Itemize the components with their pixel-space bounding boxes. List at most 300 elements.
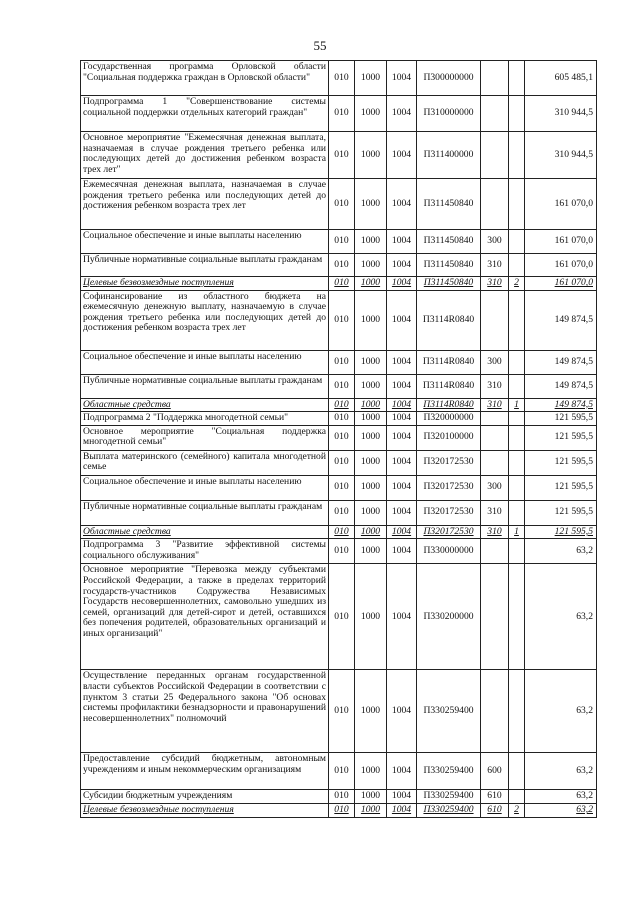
admin-code xyxy=(329,803,355,817)
funding-source xyxy=(509,564,525,670)
section-code xyxy=(355,230,387,254)
target-article xyxy=(417,254,481,277)
amount xyxy=(525,500,597,525)
target-article xyxy=(417,753,481,790)
row-name xyxy=(81,670,329,753)
row-name xyxy=(81,230,329,254)
admin-code-text: 010 xyxy=(334,313,349,325)
target-article-text: П311450840 xyxy=(423,235,474,247)
row-name xyxy=(81,290,329,350)
section-code xyxy=(355,500,387,525)
row-name xyxy=(81,350,329,374)
amount xyxy=(525,374,597,398)
amount xyxy=(525,290,597,350)
target-article-text: П3114R0840 xyxy=(422,313,475,325)
expense-type xyxy=(481,179,509,230)
target-article xyxy=(417,290,481,350)
target-article-text: П320172530 xyxy=(423,525,474,537)
subsection-code-text: 1004 xyxy=(391,107,412,119)
admin-code-text: 010 xyxy=(334,355,349,367)
table-row xyxy=(81,374,597,398)
section-code-text: 1000 xyxy=(360,431,381,443)
amount-text: 63,2 xyxy=(576,765,593,777)
row-name xyxy=(81,564,329,670)
row-name-text: Областные средства xyxy=(83,525,171,537)
funding-source xyxy=(509,539,525,564)
table-row xyxy=(81,132,597,179)
admin-code-text: 010 xyxy=(334,107,349,119)
admin-code xyxy=(329,412,355,426)
subsection-code xyxy=(387,374,417,398)
target-article-text: П320172530 xyxy=(423,506,474,518)
expense-type xyxy=(481,350,509,374)
amount-text: 63,2 xyxy=(576,790,593,802)
funding-source-text: 1 xyxy=(514,525,519,537)
target-article-text: П330259400 xyxy=(423,765,474,777)
section-code xyxy=(355,254,387,277)
section-code xyxy=(355,790,387,804)
subsection-code-text: 1004 xyxy=(391,506,412,518)
expense-type xyxy=(481,230,509,254)
table-body xyxy=(81,61,597,818)
subsection-code-text: 1004 xyxy=(391,235,412,247)
target-article xyxy=(417,450,481,475)
expense-type xyxy=(481,254,509,277)
target-article xyxy=(417,525,481,539)
target-article xyxy=(417,398,481,412)
subsection-code-text: 1004 xyxy=(391,765,412,777)
section-code-text: 1000 xyxy=(360,355,381,367)
target-article-text: П300000000 xyxy=(423,71,474,83)
row-name xyxy=(81,96,329,132)
section-code xyxy=(355,277,387,291)
section-code xyxy=(355,475,387,500)
table-row xyxy=(81,539,597,564)
target-article xyxy=(417,803,481,817)
subsection-code-text: 1004 xyxy=(391,803,412,815)
amount-text: 161 070,0 xyxy=(554,235,593,247)
row-name-text: Основное мероприятие "Социальная поддержка многодетной семьи" xyxy=(83,425,326,448)
table-row xyxy=(81,425,597,450)
target-article-text: П3114R0840 xyxy=(422,379,475,391)
target-article xyxy=(417,539,481,564)
row-name xyxy=(81,132,329,179)
funding-source xyxy=(509,132,525,179)
target-article xyxy=(417,132,481,179)
amount xyxy=(525,803,597,817)
subsection-code-text: 1004 xyxy=(391,525,412,537)
target-article xyxy=(417,475,481,500)
admin-code xyxy=(329,670,355,753)
subsection-code-text: 1004 xyxy=(391,197,412,209)
table-row xyxy=(81,350,597,374)
target-article xyxy=(417,564,481,670)
row-name xyxy=(81,450,329,475)
expense-type xyxy=(481,290,509,350)
subsection-code-text: 1004 xyxy=(391,431,412,443)
target-article xyxy=(417,670,481,753)
section-code-text: 1000 xyxy=(360,412,381,424)
row-name xyxy=(81,790,329,804)
row-name xyxy=(81,525,329,539)
expense-type-text: 300 xyxy=(487,481,502,493)
section-code-text: 1000 xyxy=(360,148,381,160)
funding-source xyxy=(509,500,525,525)
funding-source xyxy=(509,803,525,817)
table-row xyxy=(81,412,597,426)
section-code-text: 1000 xyxy=(360,379,381,391)
row-name-text: Подпрограмма 2 "Поддержка многодетной семьи" xyxy=(83,412,289,424)
subsection-code xyxy=(387,753,417,790)
admin-code-text: 010 xyxy=(334,790,349,802)
amount-text: 149 874,5 xyxy=(554,398,593,410)
section-code-text: 1000 xyxy=(360,506,381,518)
expense-type-text: 300 xyxy=(487,355,502,367)
row-name-text: Осуществление переданных органам государственной власти субъектов Российской Федерации в соответствии с пунктом 3 статьи 25 Федерального закона "Об основах системы профилактики безнадзорности и правонарушений несовершеннолетних" полномочий xyxy=(83,670,326,724)
subsection-code xyxy=(387,61,417,96)
subsection-code xyxy=(387,425,417,450)
amount-text: 63,2 xyxy=(576,803,593,815)
target-article xyxy=(417,96,481,132)
section-code-text: 1000 xyxy=(360,313,381,325)
admin-code xyxy=(329,277,355,291)
section-code xyxy=(355,96,387,132)
amount-text: 310 944,5 xyxy=(554,148,593,160)
subsection-code xyxy=(387,179,417,230)
row-name xyxy=(81,398,329,412)
amount-text: 149 874,5 xyxy=(554,379,593,391)
amount-text: 63,2 xyxy=(576,705,593,717)
section-code xyxy=(355,290,387,350)
amount-text: 121 595,5 xyxy=(554,525,593,537)
row-name-text: Основное мероприятие "Перевозка между субъектами Российской Федерации, а также в пределах территорий государств-участников Содружества Независимых Государств несовершеннолетних, самовольно ушедших из семей, организаций для детей-сирот и детей, оставшихся без попечения родителей, образовательных организаций и иных организаций" xyxy=(83,564,326,639)
row-name xyxy=(81,475,329,500)
subsection-code-text: 1004 xyxy=(391,610,412,622)
expense-type xyxy=(481,539,509,564)
expense-type-text: 310 xyxy=(487,398,502,410)
section-code-text: 1000 xyxy=(360,525,381,537)
row-name-text: Социальное обеспечение и иные выплаты населению xyxy=(83,475,302,487)
amount xyxy=(525,475,597,500)
funding-source xyxy=(509,230,525,254)
table-row xyxy=(81,277,597,291)
funding-source xyxy=(509,398,525,412)
subsection-code xyxy=(387,539,417,564)
admin-code xyxy=(329,790,355,804)
subsection-code-text: 1004 xyxy=(391,790,412,802)
row-name-text: Публичные нормативные социальные выплаты гражданам xyxy=(83,254,323,265)
admin-code xyxy=(329,61,355,96)
amount-text: 121 595,5 xyxy=(554,506,593,518)
amount xyxy=(525,398,597,412)
row-name-text: Государственная программа Орловской области "Социальная поддержка граждан в Орловской области" xyxy=(83,61,326,83)
expense-type xyxy=(481,132,509,179)
page-number: 55 xyxy=(313,38,327,53)
row-name-text: Социальное обеспечение и иные выплаты населению xyxy=(83,230,302,241)
target-article-text: П320100000 xyxy=(423,431,474,443)
expense-type xyxy=(481,61,509,96)
expense-type xyxy=(481,790,509,804)
admin-code-text: 010 xyxy=(334,506,349,518)
row-name xyxy=(81,803,329,817)
row-name xyxy=(81,254,329,277)
admin-code-text: 010 xyxy=(334,412,349,424)
section-code xyxy=(355,450,387,475)
table-row xyxy=(81,475,597,500)
amount xyxy=(525,412,597,426)
section-code-text: 1000 xyxy=(360,765,381,777)
admin-code xyxy=(329,475,355,500)
funding-source-text: 2 xyxy=(514,277,519,288)
subsection-code-text: 1004 xyxy=(391,481,412,493)
funding-source xyxy=(509,790,525,804)
expense-type xyxy=(481,398,509,412)
section-code-text: 1000 xyxy=(360,803,381,815)
row-name xyxy=(81,179,329,230)
amount-text: 121 595,5 xyxy=(554,412,593,424)
section-code xyxy=(355,132,387,179)
amount-text: 121 595,5 xyxy=(554,431,593,443)
table-row xyxy=(81,61,597,96)
admin-code-text: 010 xyxy=(334,379,349,391)
table-row xyxy=(81,398,597,412)
budget-table xyxy=(80,60,597,818)
subsection-code xyxy=(387,450,417,475)
row-name xyxy=(81,374,329,398)
admin-code-text: 010 xyxy=(334,148,349,160)
amount xyxy=(525,753,597,790)
target-article xyxy=(417,790,481,804)
amount xyxy=(525,179,597,230)
subsection-code xyxy=(387,475,417,500)
amount xyxy=(525,539,597,564)
subsection-code xyxy=(387,564,417,670)
expense-type xyxy=(481,525,509,539)
target-article-text: П310000000 xyxy=(423,107,474,119)
subsection-code xyxy=(387,277,417,291)
row-name xyxy=(81,412,329,426)
section-code-text: 1000 xyxy=(360,545,381,557)
subsection-code xyxy=(387,230,417,254)
funding-source xyxy=(509,61,525,96)
row-name xyxy=(81,277,329,291)
target-article xyxy=(417,277,481,291)
section-code-text: 1000 xyxy=(360,235,381,247)
subsection-code xyxy=(387,500,417,525)
table-row xyxy=(81,96,597,132)
row-name-text: Предоставление субсидий бюджетным, автономным учреждениям и иным некоммерческим организациям xyxy=(83,753,326,775)
table-row xyxy=(81,290,597,350)
amount-text: 149 874,5 xyxy=(554,355,593,367)
amount xyxy=(525,790,597,804)
subsection-code xyxy=(387,412,417,426)
section-code-text: 1000 xyxy=(360,610,381,622)
subsection-code-text: 1004 xyxy=(391,355,412,367)
subsection-code-text: 1004 xyxy=(391,148,412,160)
expense-type xyxy=(481,425,509,450)
funding-source xyxy=(509,670,525,753)
amount xyxy=(525,350,597,374)
amount xyxy=(525,254,597,277)
admin-code-text: 010 xyxy=(334,765,349,777)
admin-code xyxy=(329,290,355,350)
target-article-text: П330000000 xyxy=(423,545,474,557)
row-name-text: Областные средства xyxy=(83,398,171,410)
expense-type-text: 610 xyxy=(487,790,502,802)
table-row xyxy=(81,525,597,539)
admin-code-text: 010 xyxy=(334,525,349,537)
admin-code xyxy=(329,564,355,670)
amount-text: 605 485,1 xyxy=(554,71,593,83)
section-code xyxy=(355,803,387,817)
admin-code-text: 010 xyxy=(334,610,349,622)
amount-text: 63,2 xyxy=(576,545,593,557)
target-article-text: П3114R0840 xyxy=(422,355,475,367)
funding-source-text: 2 xyxy=(514,803,519,815)
target-article-text: П311400000 xyxy=(423,148,474,160)
section-code-text: 1000 xyxy=(360,71,381,83)
target-article xyxy=(417,425,481,450)
admin-code-text: 010 xyxy=(334,235,349,247)
admin-code-text: 010 xyxy=(334,398,349,410)
expense-type xyxy=(481,753,509,790)
expense-type xyxy=(481,670,509,753)
amount xyxy=(525,564,597,670)
target-article-text: П330259400 xyxy=(423,803,474,815)
amount xyxy=(525,61,597,96)
funding-source xyxy=(509,277,525,291)
section-code-text: 1000 xyxy=(360,398,381,410)
admin-code xyxy=(329,132,355,179)
funding-source xyxy=(509,412,525,426)
funding-source xyxy=(509,374,525,398)
amount-text: 149 874,5 xyxy=(554,313,593,325)
amount xyxy=(525,96,597,132)
amount-text: 121 595,5 xyxy=(554,456,593,468)
subsection-code xyxy=(387,525,417,539)
section-code xyxy=(355,398,387,412)
admin-code xyxy=(329,230,355,254)
funding-source xyxy=(509,425,525,450)
target-article xyxy=(417,179,481,230)
admin-code xyxy=(329,350,355,374)
expense-type xyxy=(481,475,509,500)
section-code-text: 1000 xyxy=(360,197,381,209)
subsection-code-text: 1004 xyxy=(391,545,412,557)
table-row xyxy=(81,450,597,475)
section-code xyxy=(355,670,387,753)
row-name-text: Софинансирование из областного бюджета на ежемесячную денежную выплату, назначаемую в случае рождения третьего ребенка или последующих детей до достижения ребенком возраста трех лет xyxy=(83,290,326,334)
expense-type-text: 310 xyxy=(487,525,502,537)
expense-type xyxy=(481,450,509,475)
subsection-code xyxy=(387,398,417,412)
funding-source xyxy=(509,254,525,277)
expense-type-text: 310 xyxy=(487,506,502,518)
table-row xyxy=(81,230,597,254)
amount xyxy=(525,277,597,291)
section-code xyxy=(355,539,387,564)
admin-code xyxy=(329,398,355,412)
target-article-text: П311450840 xyxy=(423,258,474,270)
subsection-code-text: 1004 xyxy=(391,456,412,468)
admin-code-text: 010 xyxy=(334,197,349,209)
section-code-text: 1000 xyxy=(360,705,381,717)
subsection-code-text: 1004 xyxy=(391,71,412,83)
row-name xyxy=(81,425,329,450)
target-article-text: П330259400 xyxy=(423,790,474,802)
target-article-text: П311450840 xyxy=(423,197,474,209)
admin-code xyxy=(329,254,355,277)
admin-code xyxy=(329,539,355,564)
expense-type xyxy=(481,564,509,670)
target-article-text: П311450840 xyxy=(423,277,474,288)
section-code-text: 1000 xyxy=(360,790,381,802)
admin-code-text: 010 xyxy=(334,277,349,288)
target-article xyxy=(417,500,481,525)
admin-code-text: 010 xyxy=(334,431,349,443)
amount-text: 161 070,0 xyxy=(554,197,593,209)
subsection-code xyxy=(387,790,417,804)
funding-source xyxy=(509,96,525,132)
target-article xyxy=(417,412,481,426)
expense-type xyxy=(481,412,509,426)
expense-type-text: 610 xyxy=(487,803,502,815)
admin-code-text: 010 xyxy=(334,258,349,270)
table-row xyxy=(81,254,597,277)
admin-code xyxy=(329,374,355,398)
section-code xyxy=(355,425,387,450)
target-article-text: П320000000 xyxy=(423,412,474,424)
section-code-text: 1000 xyxy=(360,456,381,468)
row-name-text: Субсидии бюджетным учреждениям xyxy=(83,790,233,802)
admin-code xyxy=(329,500,355,525)
subsection-code xyxy=(387,132,417,179)
amount xyxy=(525,230,597,254)
amount-text: 310 944,5 xyxy=(554,107,593,119)
admin-code xyxy=(329,753,355,790)
funding-source-text: 1 xyxy=(514,398,519,410)
section-code-text: 1000 xyxy=(360,481,381,493)
table-row xyxy=(81,790,597,804)
row-name-text: Целевые безвозмездные поступления xyxy=(83,277,234,288)
admin-code xyxy=(329,179,355,230)
amount-text: 161 070,0 xyxy=(554,258,593,270)
subsection-code xyxy=(387,96,417,132)
amount-text: 121 595,5 xyxy=(554,481,593,493)
admin-code-text: 010 xyxy=(334,456,349,468)
amount xyxy=(525,670,597,753)
funding-source xyxy=(509,350,525,374)
expense-type-text: 310 xyxy=(487,277,502,288)
row-name-text: Выплата материнского (семейного) капитала многодетной семье xyxy=(83,450,326,473)
admin-code-text: 010 xyxy=(334,481,349,493)
amount xyxy=(525,425,597,450)
subsection-code-text: 1004 xyxy=(391,398,412,410)
subsection-code-text: 1004 xyxy=(391,412,412,424)
section-code xyxy=(355,61,387,96)
row-name-text: Подпрограмма 3 "Развитие эффективной системы социального обслуживания" xyxy=(83,539,326,561)
expense-type xyxy=(481,96,509,132)
section-code xyxy=(355,350,387,374)
subsection-code xyxy=(387,350,417,374)
row-name xyxy=(81,539,329,564)
section-code-text: 1000 xyxy=(360,107,381,119)
table-row xyxy=(81,753,597,790)
table-row xyxy=(81,670,597,753)
target-article xyxy=(417,61,481,96)
amount-text: 161 070,0 xyxy=(554,277,593,288)
table-row xyxy=(81,179,597,230)
